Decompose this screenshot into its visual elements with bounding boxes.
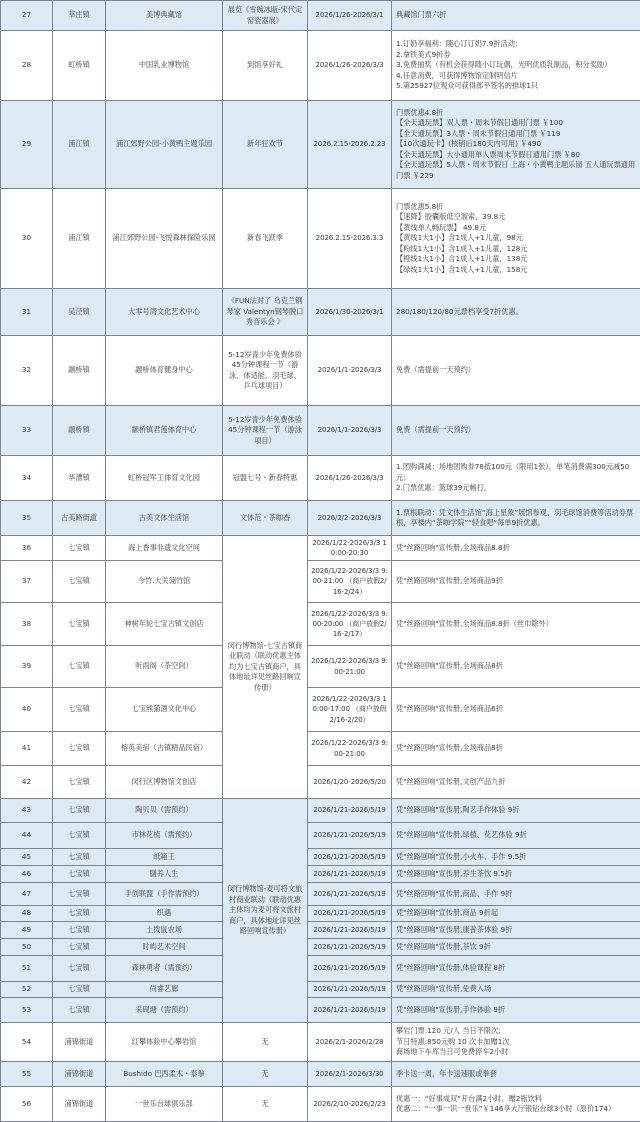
table-row	[1, 823, 640, 849]
venue-cell: 陶贝贝（需预约）	[106, 799, 223, 823]
table-row	[1, 406, 640, 456]
table-row	[1, 101, 640, 189]
offer-cell	[392, 406, 640, 456]
town-cell: 七宝镇	[53, 646, 106, 688]
date-cell: 2026/1/22-2026/3/3 9:00-21:00	[308, 646, 392, 688]
row-number-cell: 47	[1, 883, 53, 906]
offer-line: 门票优惠5.8折	[396, 202, 637, 212]
row-number-cell: 40	[1, 688, 53, 732]
venue-cell: 膳养人生	[106, 866, 223, 883]
date-cell: 2026/1/21-2026/5/19	[308, 799, 392, 823]
offer-line: 280/180/120/80元票档享受7折优惠。	[396, 307, 637, 317]
offer-line: 凭"丝路回响"宣传册,全场商品9折	[396, 576, 637, 586]
activity-cell: 新春飞跃季	[223, 189, 308, 289]
offer-cell	[392, 883, 640, 906]
offer-line: 免费（需提前一天预约）	[396, 365, 637, 375]
table-row	[1, 998, 640, 1023]
row-number-cell: 37	[1, 561, 53, 603]
town-cell: 七宝镇	[53, 982, 106, 998]
town-cell: 浦江镇	[53, 189, 106, 289]
venue-cell: 纸箱王	[106, 849, 223, 866]
venue-cell: 采砚塘（需预约）	[106, 998, 223, 1023]
row-number-cell: 53	[1, 998, 53, 1023]
row-number-cell: 36	[1, 536, 53, 561]
town-cell: 莘庄镇	[53, 1, 106, 31]
venue-cell: 时屿艺术空间	[106, 939, 223, 956]
table-row	[1, 603, 640, 646]
venue-cell: 大零号湾文化艺术中心	[106, 289, 223, 336]
offer-cell	[392, 922, 640, 939]
offer-line: 典藏馆门票六折	[396, 10, 637, 20]
town-cell: 七宝镇	[53, 766, 106, 799]
town-cell: 七宝镇	[53, 561, 106, 603]
town-cell: 七宝镇	[53, 956, 106, 982]
venue-cell: 手创联盟（手作需预约）	[106, 883, 223, 906]
activity-cell: 新年狂欢节	[223, 101, 308, 189]
town-cell: 七宝镇	[53, 603, 106, 646]
venue-cell: 听雨阁（茶空间）	[106, 646, 223, 688]
offer-line: 凭"丝路回响"宣传册,全场商品8折	[396, 743, 637, 753]
offer-line: 凭"丝路回响"宣传册,体验课程 8折	[396, 963, 637, 973]
activity-cell: 5-12岁青少年免费体验45分钟课程一节（游泳项目）	[223, 406, 308, 456]
activity-cell: 《FUN法对了 乌克兰钢琴家 Valentyn钢琴脱口秀音乐会 》	[223, 289, 308, 336]
table-row	[1, 189, 640, 289]
row-number-cell: 54	[1, 1023, 53, 1062]
offer-cell	[392, 646, 640, 688]
town-cell: 七宝镇	[53, 906, 106, 922]
venue-cell: Bushido 巴西柔术・泰拳	[106, 1062, 223, 1087]
offer-line: 攀岩门票:120 元/人 当日不限次;	[396, 1026, 637, 1036]
offer-line: 凭"丝路回响"宣传册,小火车、手作 9.5折	[396, 852, 637, 862]
row-number-cell: 30	[1, 189, 53, 289]
date-cell: 2026/1/21-2026/5/19	[308, 939, 392, 956]
date-cell: 2026/1/21-2026/5/19	[308, 922, 392, 939]
offer-line: 凭"丝路回响"宣传册,商品 9折起	[396, 908, 637, 918]
row-number-cell: 56	[1, 1087, 53, 1122]
venue-cell: 浦江郊野公园-小黄鸭主题乐园	[106, 101, 223, 189]
venue-cell: 中国乳业博物馆	[106, 31, 223, 101]
offer-line: 【全天通玩票】5人票・周末节假日 上海・小黄鸭主题乐园 五人通玩票通用门票 ￥229	[396, 160, 637, 181]
row-number-cell: 41	[1, 732, 53, 766]
row-number-cell: 51	[1, 956, 53, 982]
row-number-cell: 32	[1, 336, 53, 406]
date-cell: 2026/1/21-2026/5/19	[308, 906, 392, 922]
row-number-cell: 38	[1, 603, 53, 646]
offer-line: 1.票根联动：凭文体生活馆“海上星象”展馆参观、羽毛球馆消费等活动券票根，享楼内“茶咖学院”“轻食吧”每单9折优惠。	[396, 508, 637, 529]
row-number-cell: 44	[1, 823, 53, 849]
venue-cell: 一世乐台球俱乐部	[106, 1087, 223, 1122]
town-cell: 七宝镇	[53, 849, 106, 866]
offer-cell	[392, 849, 640, 866]
date-cell: 2026/1/21-2026/5/19	[308, 998, 392, 1023]
town-cell: 七宝镇	[53, 883, 106, 906]
venue-cell: 尚睿艺廊	[106, 982, 223, 998]
offer-line: 【橙线1大1小】含1成人+1儿童，138元	[396, 254, 637, 264]
offer-cell	[392, 866, 640, 883]
table-row	[1, 1087, 640, 1122]
town-cell: 浦锦街道	[53, 1023, 106, 1062]
table-row	[1, 849, 640, 866]
offer-line: 【绿线1大1小】含1成人+1儿童，158元	[396, 265, 637, 275]
venue-cell: 七宝熊猫酒文化中心	[106, 688, 223, 732]
row-number-cell: 49	[1, 922, 53, 939]
table-row	[1, 1, 640, 31]
table-row	[1, 799, 640, 823]
offer-line: 2.拿铁美式9折券	[396, 50, 637, 60]
venue-cell: 海上香事非遗文化空间	[106, 536, 223, 561]
town-cell: 七宝镇	[53, 799, 106, 823]
table-row	[1, 561, 640, 603]
date-cell: 2026/1/21-2026/5/19	[308, 823, 392, 849]
table-row	[1, 1062, 640, 1087]
offer-line: 凭"丝路回响"宣传册,手作体验 9折	[396, 1005, 637, 1015]
offer-cell	[392, 289, 640, 336]
town-cell: 浦锦街道	[53, 1062, 106, 1087]
date-cell: 2026/1/21-2026/5/19	[308, 883, 392, 906]
date-cell: 2026/1/26-2026/3/3	[308, 31, 392, 101]
venue-cell: 美博典藏馆	[106, 1, 223, 31]
offer-line: 凭"丝路回响"宣传册,绿植、花艺体验 9折	[396, 830, 637, 840]
table-row	[1, 289, 640, 336]
offer-line: 2.门票优惠：篮球39元畅打。	[396, 483, 637, 493]
offer-line: 【黄线1大1小】含1成人+1儿童，98元	[396, 233, 637, 243]
date-cell: 2026/1/22-2026/3/3 9:00-20:00 （商户放假2/16-2/17）	[308, 603, 392, 646]
date-cell: 2026/2/1-2026/3/30	[308, 1062, 392, 1087]
offer-line: 凭"丝路回响"宣传册,商品、手作 9折	[396, 889, 637, 899]
venue-cell: 织遇	[106, 906, 223, 922]
date-cell: 2026/1/22-2026/3/3 9:00-21:00	[308, 732, 392, 766]
offer-line: 5.第25927位观众可获得郎平签名的排球1只	[396, 81, 637, 91]
offer-cell	[392, 939, 640, 956]
venue-cell: 红攀体验中心攀岩馆	[106, 1023, 223, 1062]
town-cell: 虹桥镇	[53, 31, 106, 101]
activity-cell: 5-12岁青少年免费体验45分钟课程一节（游泳、体适能、羽毛球、乒乓球项目）	[223, 336, 308, 406]
row-number-cell: 33	[1, 406, 53, 456]
offer-line: 【粉线1大1小】含1成人+1儿童，128元	[396, 244, 637, 254]
offer-line: 【速降】胶囊版低空溜索，39.8元	[396, 212, 637, 222]
venue-cell: 虹桥冠军工体育文化园	[106, 456, 223, 501]
table-row	[1, 866, 640, 883]
offer-cell	[392, 766, 640, 799]
offer-cell	[392, 31, 640, 101]
row-number-cell: 46	[1, 866, 53, 883]
date-cell: 2026/2/10-2026/2/23	[308, 1087, 392, 1122]
date-cell: 2026/2/1-2026/2/28	[308, 1023, 392, 1062]
offer-line: 商场地下车库当日可免费停车2小时	[396, 1047, 637, 1057]
town-cell: 浦江镇	[53, 101, 106, 189]
offer-line: 1.团购满减：场地团购券78抵100元（限用1张），单笔消费满300元减50元；	[396, 462, 637, 483]
table-row	[1, 956, 640, 982]
date-cell: 2026/1/26-2026/3/3	[308, 456, 392, 501]
town-cell: 七宝镇	[53, 536, 106, 561]
town-cell: 七宝镇	[53, 732, 106, 766]
venue-cell: 土拨鼠农场	[106, 922, 223, 939]
table-row	[1, 646, 640, 688]
date-cell: 2026/2/2-2026/3/3	[308, 501, 392, 536]
offer-line: 凭"丝路回响"宣传册,免费入场	[396, 984, 637, 994]
date-cell: 2026/1/22-2026/3/3 9:00-21:00 （商户放假2/16-2/24）	[308, 561, 392, 603]
offer-cell	[392, 189, 640, 289]
date-cell: 2026.2.15-2026.3.3	[308, 189, 392, 289]
venue-cell: 古美文体生活馆	[106, 501, 223, 536]
table-row	[1, 883, 640, 906]
offer-cell	[392, 799, 640, 823]
offer-cell	[392, 1023, 640, 1062]
offer-cell	[392, 1, 640, 31]
offer-line: 凭"丝路回响"宣传册,全场商品6折	[396, 704, 637, 714]
date-cell: 2026/1/21-2026/5/19	[308, 849, 392, 866]
offer-line: 凭"丝路回响"宣传册,养生茶饮 9.5折	[396, 869, 637, 879]
row-number-cell: 42	[1, 766, 53, 799]
table-body	[1, 1, 640, 1122]
row-number-cell: 43	[1, 799, 53, 823]
table-row	[1, 456, 640, 501]
offer-line: 凭"丝路回响"宣传册,文创产品九折	[396, 777, 637, 787]
activity-cell: 到馆享好礼	[223, 31, 308, 101]
offer-cell	[392, 1062, 640, 1087]
offer-cell	[392, 906, 640, 922]
offer-line: 凭"丝路回响"宣传册,陶艺手作体验 9折	[396, 805, 637, 815]
table-row	[1, 922, 640, 939]
offer-cell	[392, 956, 640, 982]
town-cell: 七宝镇	[53, 688, 106, 732]
date-cell: 2026/1/21-2026/5/19	[308, 866, 392, 883]
offer-line: 优惠二：“一事一识一世乐”￥146享大厅银钻台球3小时（原价174）	[396, 1104, 637, 1114]
venue-cell: 巿林花植（需预约）	[106, 823, 223, 849]
town-cell: 颛桥镇	[53, 336, 106, 406]
offer-line: 凭"丝路回响"宣传册,全场商品8折	[396, 661, 637, 671]
activity-cell-merged: 闵行博物馆-七宝古镇商业联动（联动优惠主体均为七宝古镇商户，具体地址详见丝路回响宣传册）	[223, 536, 308, 799]
town-cell: 七宝镇	[53, 998, 106, 1023]
town-cell: 七宝镇	[53, 866, 106, 883]
offer-cell	[392, 456, 640, 501]
date-cell: 2026/1/30-2026/3/1	[308, 289, 392, 336]
activity-cell: 展览《雪碗冰瓯-宋代定窑瓷器展》	[223, 1, 308, 31]
date-cell: 2026/1/22-2026/3/3 10:00-20:30	[308, 536, 392, 561]
offer-cell	[392, 561, 640, 603]
offer-line: 门票优惠4.8折	[396, 108, 637, 118]
row-number-cell: 48	[1, 906, 53, 922]
offer-line: 4.任意消费，可获得博物馆定制明信片	[396, 71, 637, 81]
offer-cell	[392, 732, 640, 766]
row-number-cell: 45	[1, 849, 53, 866]
town-cell: 浦锦街道	[53, 1087, 106, 1122]
date-cell: 2026/1/1-2026/3/3	[308, 336, 392, 406]
offer-cell	[392, 823, 640, 849]
venue-cell: 神树年轮七宝古镇文创店	[106, 603, 223, 646]
activity-cell: 无	[223, 1087, 308, 1122]
town-cell: 颛桥镇	[53, 406, 106, 456]
date-cell: 2026/1/21-2026/5/19	[308, 956, 392, 982]
offer-line: 季卡送一周，年卡送速服或拳套	[396, 1069, 637, 1079]
town-cell: 七宝镇	[53, 823, 106, 849]
row-number-cell: 29	[1, 101, 53, 189]
offer-line: 3.免费抽奖（有机会获得随小订玩偶，光明优质乳制品，积分奖励）	[396, 60, 637, 70]
activity-cell-merged: 闵行博物馆-麦可将文旅村商业联动（联动优惠主体均为麦可将文旅村商户，具体地址详见丝路回响宣传册）	[223, 799, 308, 1023]
offer-cell	[392, 688, 640, 732]
activity-cell: 冠盟七号・新春特惠	[223, 456, 308, 501]
row-number-cell: 28	[1, 31, 53, 101]
offer-cell	[392, 501, 640, 536]
venue-cell: 森林勇者（需预约）	[106, 956, 223, 982]
offer-line: 凭"丝路回响"宣传册,全场商品8.8折（丝巾除外）	[396, 619, 637, 629]
venue-cell: 颛桥镇君莲体育中心	[106, 406, 223, 456]
offer-cell	[392, 336, 640, 406]
offer-line: 免费（需提前一天预约）	[396, 425, 637, 435]
offer-line: 节日特惠:850元购 10 次卡加赠1次	[396, 1037, 637, 1047]
row-number-cell: 27	[1, 1, 53, 31]
offer-line: 【10次通玩卡】(核销后180天内可用) ￥490	[396, 139, 637, 149]
venue-cell: 颛桥体育健身中心	[106, 336, 223, 406]
row-number-cell: 34	[1, 456, 53, 501]
table-row	[1, 336, 640, 406]
activity-cell: 文体范・茶咖香	[223, 501, 308, 536]
town-cell: 吴泾镇	[53, 289, 106, 336]
table-row	[1, 766, 640, 799]
table-row	[1, 732, 640, 766]
row-number-cell: 31	[1, 289, 53, 336]
table-row	[1, 982, 640, 998]
town-cell: 七宝镇	[53, 922, 106, 939]
table-row	[1, 31, 640, 101]
offer-cell	[392, 998, 640, 1023]
row-number-cell: 55	[1, 1062, 53, 1087]
offer-line: 凭"丝路回响"宣传册,全场商品8.8折	[396, 543, 637, 553]
table-row	[1, 536, 640, 561]
town-cell: 古美路街道	[53, 501, 106, 536]
date-cell: 2026/1/26-2026/3/1	[308, 1, 392, 31]
offer-cell	[392, 603, 640, 646]
venue-cell: 闵行区博物馆文创店	[106, 766, 223, 799]
date-cell: 2026/1/1-2026/3/3	[308, 406, 392, 456]
offer-line: 凭"丝路回响"宣传册,康普茶体验 9折	[396, 925, 637, 935]
activity-cell: 无	[223, 1062, 308, 1087]
town-cell: 七宝镇	[53, 939, 106, 956]
activity-cell: 无	[223, 1023, 308, 1062]
date-cell: 2026/1/22-2026/3/3 10:00-17:00 （商户放假2/16-2/20）	[308, 688, 392, 732]
row-number-cell: 50	[1, 939, 53, 956]
row-number-cell: 35	[1, 501, 53, 536]
row-number-cell: 39	[1, 646, 53, 688]
date-cell: 2026/1/21-2026/5/19	[308, 982, 392, 998]
table-row	[1, 1023, 640, 1062]
offer-line: 1.订奶享福利：随心订订奶7.9折活动；	[396, 39, 637, 49]
date-cell: 2026.2.15-2026.2.23	[308, 101, 392, 189]
town-cell: 华漕镇	[53, 456, 106, 501]
table-row	[1, 939, 640, 956]
venue-cell: 榕英美宿（古镇精品民宿）	[106, 732, 223, 766]
offer-cell	[392, 536, 640, 561]
table-row	[1, 688, 640, 732]
offer-line: 【全天通玩票】双人票・周末节假日通用门票 ￥100	[396, 118, 637, 128]
date-cell: 2026/1/20-2026/5/20	[308, 766, 392, 799]
offer-line: 【黄线单人畅玩票】 49.8元	[396, 223, 637, 233]
table-row	[1, 906, 640, 922]
offer-line: 【全天通玩票】大小通用单人票周末节假日通用门票 ￥80	[396, 150, 637, 160]
offer-cell	[392, 982, 640, 998]
venue-cell: 今竹.大关翎竹馆	[106, 561, 223, 603]
offer-line: 凭"丝路回响"宣传册,茶饮 9折	[396, 942, 637, 952]
row-number-cell: 52	[1, 982, 53, 998]
offer-line: 优惠一：“好事成双”开台满2小时，赠2瓶饮料	[396, 1094, 637, 1104]
offer-cell	[392, 1087, 640, 1122]
table-row	[1, 501, 640, 536]
offer-cell	[392, 101, 640, 189]
offer-line: 【全天通玩票】3人票・周末节假日通用门票 ￥119	[396, 129, 637, 139]
venue-cell: 浦江郊野公园-飞悦森林探险乐园	[106, 189, 223, 289]
